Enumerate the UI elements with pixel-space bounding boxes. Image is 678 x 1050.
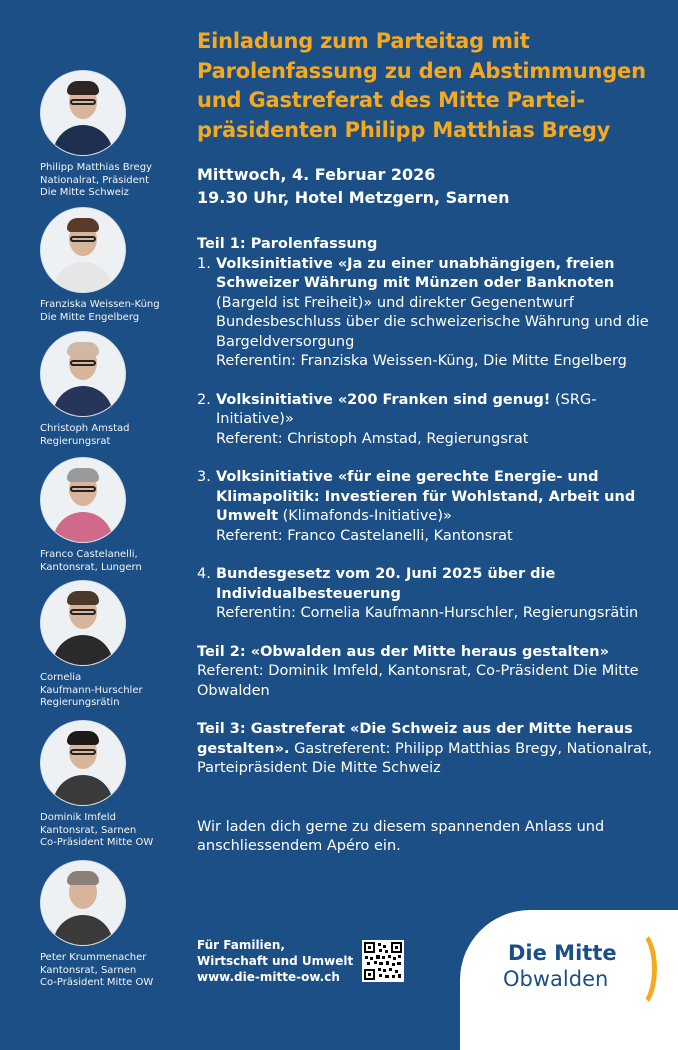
closing-text: Wir laden dich gerne zu diesem spannenden Anlass und anschliessendem Apéro ein. (197, 818, 605, 854)
speaker-bregy (40, 70, 190, 200)
item-detail: (SRG-Initiative)» (216, 391, 597, 427)
portrait-photo (40, 207, 126, 293)
speaker-amstad (40, 331, 190, 448)
item-title: Bundesgesetz vom 20. Juni 2025 über die Individualbesteuerung (216, 566, 556, 602)
part2-block (197, 643, 657, 702)
main-content (197, 27, 657, 857)
speaker-imfeld (40, 720, 190, 850)
item-detail: (Bargeld ist Freiheit)» und direkter Gegenentwurf Bundesbeschluss über die schweizerische Währung und die Bargeldversorgung (216, 294, 649, 350)
speaker-castelanelli (40, 457, 190, 574)
item-speaker: Referentin: Franziska Weissen-Küng, Die Mitte Engelberg (216, 353, 627, 369)
item-number: 4. (197, 566, 211, 582)
item-title: Volksinitiative «für eine gerechte Energie- und Klimapolitik: Investieren für Wohlstand, Arbeit und Umwelt (216, 469, 636, 524)
item-speaker: Referent: Franco Castelanelli, Kantonsrat (216, 527, 513, 544)
event-time-location: 19.30 Uhr, Hotel Metzgern, Sarnen (197, 188, 510, 207)
event-datetime (197, 163, 657, 209)
event-date: Mittwoch, 4. Februar 2026 (197, 165, 436, 184)
speaker-caption: Christoph Amstad Regierungsrat (40, 423, 130, 447)
website-link[interactable]: www.die-mitte-ow.ch (197, 970, 340, 984)
part2-heading: Teil 2: «Obwalden aus der Mitte heraus gestalten» (197, 643, 609, 660)
item-title: Volksinitiative «Ja zu einer unabhängigen, freien Schweizer Währung mit Münzen oder Banknoten (216, 255, 615, 291)
speaker-caption: Franco Castelanelli, Kantonsrat, Lungern (40, 549, 142, 573)
portrait-photo (40, 331, 126, 417)
speaker-weissen-kueng (40, 207, 190, 324)
logo-arc-icon (617, 928, 657, 1010)
portrait-photo (40, 70, 126, 156)
portrait-photo (40, 580, 126, 666)
invitation-title (197, 27, 657, 145)
speaker-kaufmann-hurschler (40, 580, 190, 710)
item-number: 2. (197, 391, 211, 408)
title-line: Parolenfassung zu den Abstimmungen (197, 58, 646, 83)
part3-heading: Teil 3: Gastreferat «Die Schweiz aus der Mitte heraus gestalten». (197, 721, 633, 757)
part2-speaker: Referent: Dominik Imfeld, Kantonsrat, Co-Präsident Die Mitte Obwalden (197, 663, 639, 699)
qr-code-icon[interactable] (362, 940, 404, 982)
title-line: Einladung zum Parteitag mit (197, 29, 530, 53)
speaker-caption: Cornelia Kaufmann-Hurschler Regierungsrätin (40, 672, 143, 708)
portrait-photo (40, 860, 126, 946)
portrait-photo (40, 457, 126, 543)
ballot-item (197, 391, 657, 450)
item-number: 3. (197, 469, 211, 485)
part3-speaker: Gastreferent: Philipp Matthias Bregy, Nationalrat, Parteipräsident Die Mitte Schweiz (197, 740, 653, 776)
ballot-item (197, 565, 657, 624)
slogan-line: Für Familien, (197, 938, 285, 952)
item-speaker: Referentin: Cornelia Kaufmann-Hurschler, Regierungsrätin (216, 605, 639, 621)
qr-code-graphic (364, 942, 402, 980)
part1-heading: Teil 1: Parolenfassung (197, 236, 378, 252)
speaker-caption: Dominik Imfeld Kantonsrat, Sarnen Co-Präsident Mitte OW (40, 812, 154, 848)
item-number: 1. (197, 255, 211, 272)
ballot-list (197, 255, 657, 624)
part3-block (197, 720, 657, 779)
item-detail: (Klimafonds-Initiative)» (282, 508, 452, 524)
logo-region: Obwalden (503, 967, 609, 991)
logo-party-name: Die Mitte (508, 941, 617, 965)
item-title: Volksinitiative «200 Franken sind genug! (216, 391, 551, 408)
speaker-krummenacher (40, 860, 190, 990)
footer-slogan (197, 937, 353, 985)
speaker-caption: Peter Krummenacher Kantonsrat, Sarnen Co-Präsident Mitte OW (40, 952, 154, 988)
ballot-item (197, 468, 657, 546)
speaker-caption: Philipp Matthias Bregy Nationalrat, Präsident Die Mitte Schweiz (40, 162, 152, 198)
slogan-line: Wirtschaft und Umwelt (197, 954, 354, 968)
item-speaker: Referent: Christoph Amstad, Regierungsrat (216, 430, 529, 447)
portrait-photo (40, 720, 126, 806)
title-line: und Gastreferat des Mitte Partei- (197, 88, 585, 112)
speaker-caption: Franziska Weissen-Küng Die Mitte Engelberg (40, 299, 160, 323)
ballot-item (197, 255, 657, 372)
title-line: präsidenten Philipp Matthias Bregy (197, 117, 611, 142)
